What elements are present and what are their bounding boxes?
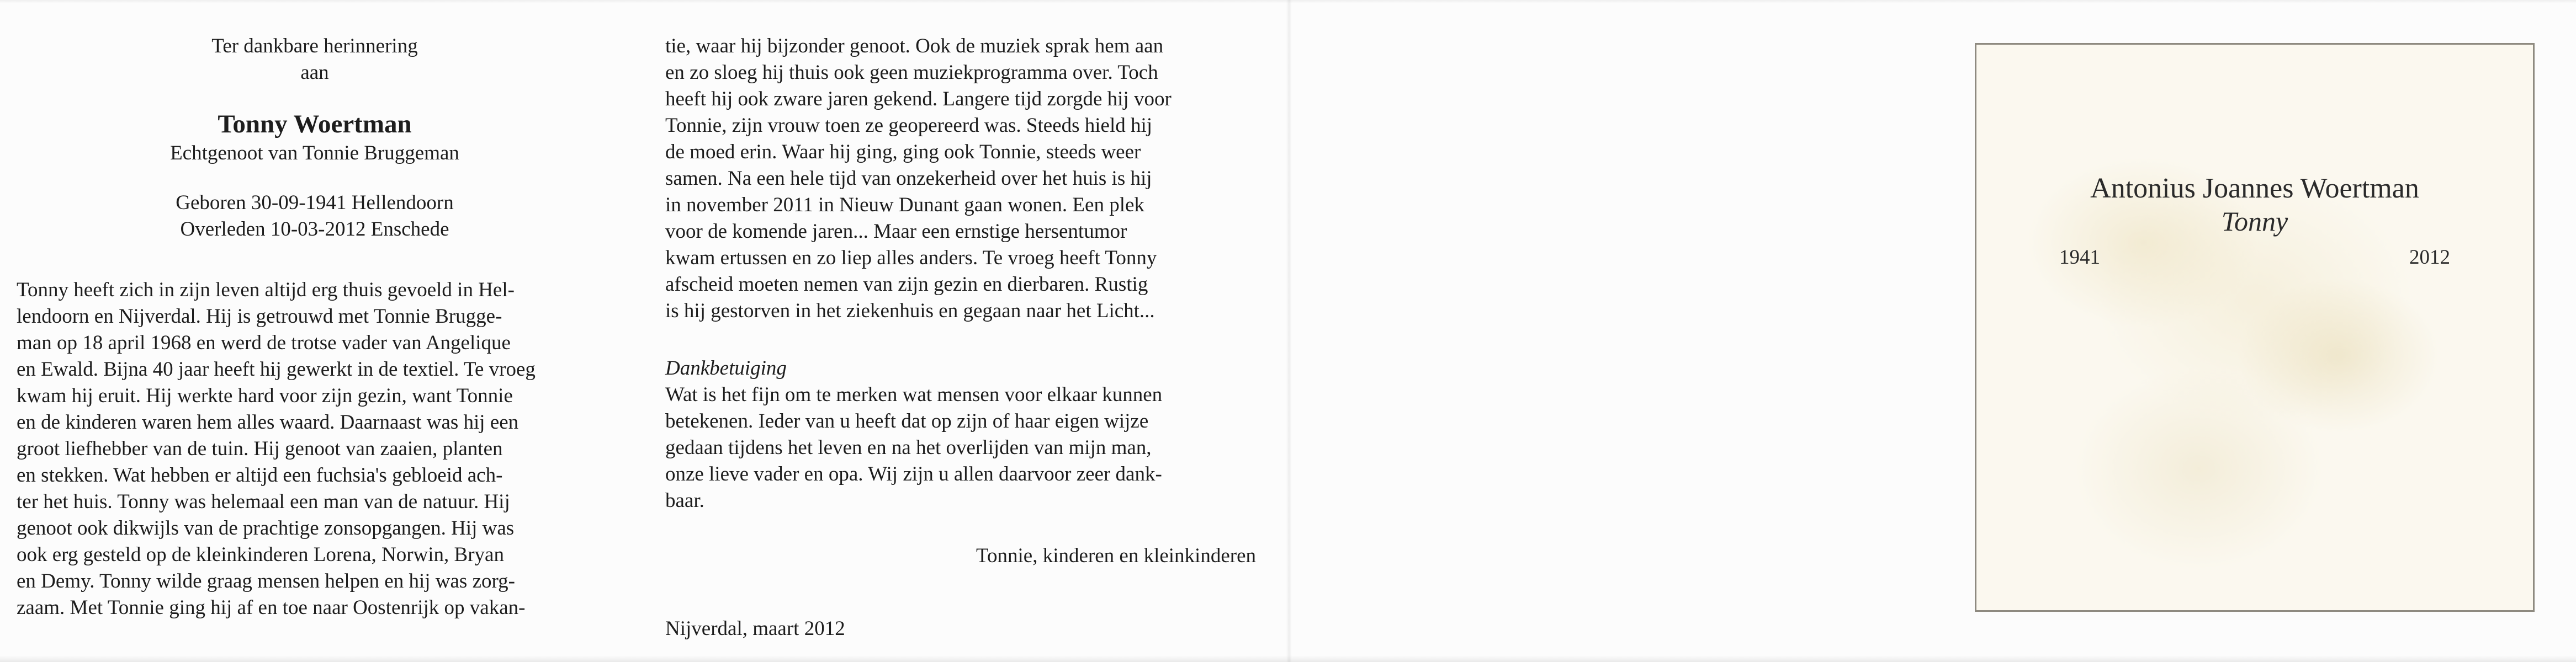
cover-card: [1975, 43, 2535, 612]
text-line: gedaan tijdens het leven en na het overlijden van mijn man,: [665, 436, 1152, 459]
deceased-name: Tonny Woertman: [218, 110, 412, 138]
text-line: in november 2011 in Nieuw Dunant gaan wonen. Een plek: [665, 194, 1144, 216]
text-line: voor de komende jaren... Maar een ernstige hersentumor: [665, 220, 1127, 243]
family-signature: Tonnie, kinderen en kleinkinderen: [976, 544, 1256, 567]
text-line: Tonny heeft zich in zijn leven altijd erg thuis gevoeld in Hel-: [17, 279, 515, 301]
text-line: groot liefhebber van de tuin. Hij genoot van zaaien, planten: [17, 437, 503, 460]
text-line: kwam hij eruit. Hij werkte hard voor zijn gezin, want Tonnie: [17, 385, 513, 407]
text-line: ter het huis. Tonny was helemaal een man van de natuur. Hij: [17, 490, 510, 513]
text-line: tie, waar hij bijzonder genoot. Ook de muziek sprak hem aan: [665, 35, 1164, 57]
text-line: en zo sloeg hij thuis ook geen muziekprogramma over. Toch: [665, 61, 1158, 84]
text-line: en Ewald. Bijna 40 jaar heeft hij gewerkt in de textiel. Te vroeg: [17, 358, 536, 381]
text-line: en Demy. Tonny wilde graag mensen helpen en hij was zorg-: [17, 570, 515, 592]
paper-bottom-edge: [0, 655, 2576, 662]
text-line: heeft hij ook zware jaren gekend. Langere tijd zorgde hij voor: [665, 88, 1172, 110]
text-line: Wat is het fijn om te merken wat mensen voor elkaar kunnen: [665, 383, 1163, 406]
middle-page: [665, 33, 1256, 642]
text-line: man op 18 april 1968 en werd de trotse vader van Angelique: [17, 332, 511, 354]
thanks-paragraph: [665, 382, 1256, 514]
text-line: betekenen. Ieder van u heeft dat op zijn of haar eigen wijze: [665, 410, 1149, 433]
text-line: onze lieve vader en opa. Wij zijn u allen daarvoor zeer dank-: [665, 463, 1162, 485]
biography-paragraph: [17, 277, 613, 621]
text-line: en de kinderen waren hem alles waard. Daarnaast was hij een: [17, 411, 519, 434]
text-line: ook erg gesteld op de kleinkinderen Lorena, Norwin, Bryan: [17, 543, 504, 566]
text-line: lendoorn en Nijverdal. Hij is getrouwd met Tonnie Brugge-: [17, 305, 502, 328]
place-date: Nijverdal, maart 2012: [665, 617, 845, 640]
text-line: en stekken. Wat hebben er altijd een fuchsia's gebloeid ach-: [17, 464, 503, 487]
text-line: de moed erin. Waar hij ging, ging ook Tonnie, steeds weer: [665, 141, 1141, 163]
text-line: genoot ook dikwijls van de prachtige zonsopgangen. Hij was: [17, 517, 515, 540]
left-page: [17, 33, 613, 621]
card-death-year: 2012: [2409, 246, 2450, 269]
birth-date: Geboren 30-09-1941 Hellendoorn: [176, 191, 454, 214]
thanks-heading: Dankbetuiging: [665, 357, 787, 380]
card-birth-year: 1941: [2059, 246, 2100, 269]
text-line: samen. Na een hele tijd van onzekerheid over het huis is hij: [665, 167, 1152, 190]
card-full-name: Antonius Joannes Woertman: [2090, 173, 2419, 204]
text-line: is hij gestorven in het ziekenhuis en gegaan naar het Licht...: [665, 300, 1155, 322]
page-fold: [1286, 0, 1292, 662]
text-line: kwam ertussen en zo liep alles anders. Te vroeg heeft Tonny: [665, 247, 1157, 269]
dedication-block: [17, 33, 613, 243]
text-line: baar.: [665, 489, 704, 512]
spouse-line: Echtgenoot van Tonnie Bruggeman: [170, 142, 459, 164]
intro-line-1: Ter dankbare herinnering: [211, 35, 418, 57]
death-date: Overleden 10-03-2012 Enschede: [180, 218, 449, 241]
text-line: Tonnie, zijn vrouw toen ze geopereerd was. Steeds hield hij: [665, 114, 1153, 137]
card-nickname: Tonny: [2221, 206, 2288, 237]
intro-line-2: aan: [300, 61, 329, 84]
biography-continued: [665, 33, 1256, 324]
text-line: afscheid moeten nemen van zijn gezin en dierbaren. Rustig: [665, 273, 1148, 296]
life-dates: [17, 190, 613, 243]
text-line: zaam. Met Tonnie ging hij af en toe naar Oostenrijk op vakan-: [17, 596, 526, 619]
